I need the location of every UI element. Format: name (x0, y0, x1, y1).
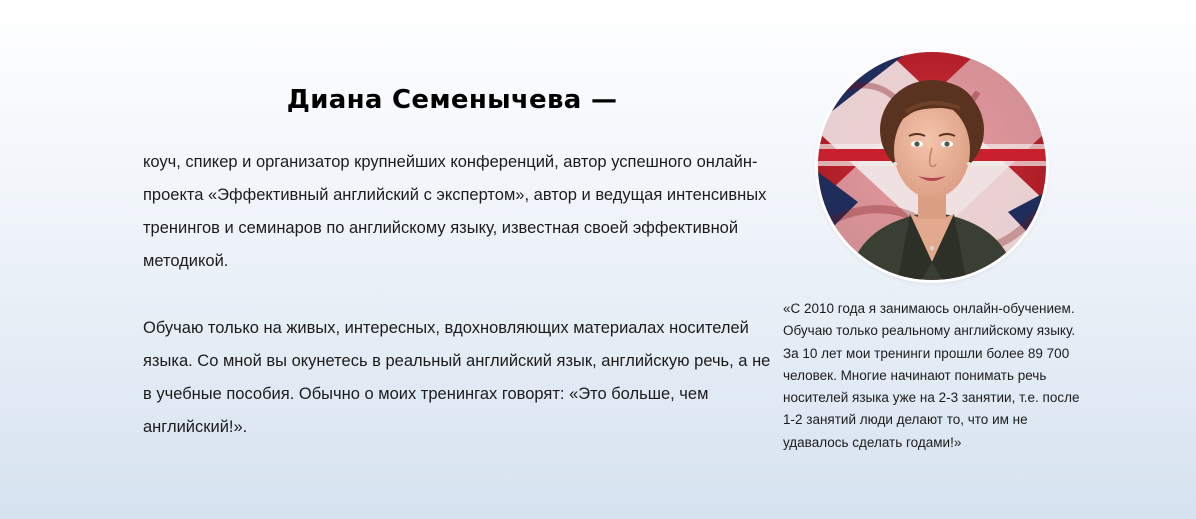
page-title: Диана Семенычева — (286, 85, 618, 116)
portrait-illustration (818, 52, 1046, 280)
portrait-photo (818, 52, 1046, 280)
bio-paragraph-1: коуч, спикер и организатор крупнейших конференций, автор успешного онлайн-проекта «Эффективный английский с экспертом», автор и ведущая интенсивных тренингов и семинаров по английскому языку, известная своей эффективной методикой. (143, 153, 767, 270)
bio-paragraph-2: Обучаю только на живых, интересных, вдохновляющих материалах носителей языка. Со мной вы окунетесь в реальный английский язык, английскую речь, а не в учебные пособия. Обычно о моих тренингах говорят: «Это больше, чем английский!». (143, 319, 771, 436)
author-quote: «С 2010 года я занимаюсь онлайн-обучением. Обучаю только реальному английскому языку. За 10 лет мои тренинги прошли более 89 700 человек. Многие начинают понимать речь носителей языка уже на 2-3 занятии, т.е. после 1-2 занятий люди делают то, что им не удавалось сделать годами!» (783, 301, 1080, 450)
